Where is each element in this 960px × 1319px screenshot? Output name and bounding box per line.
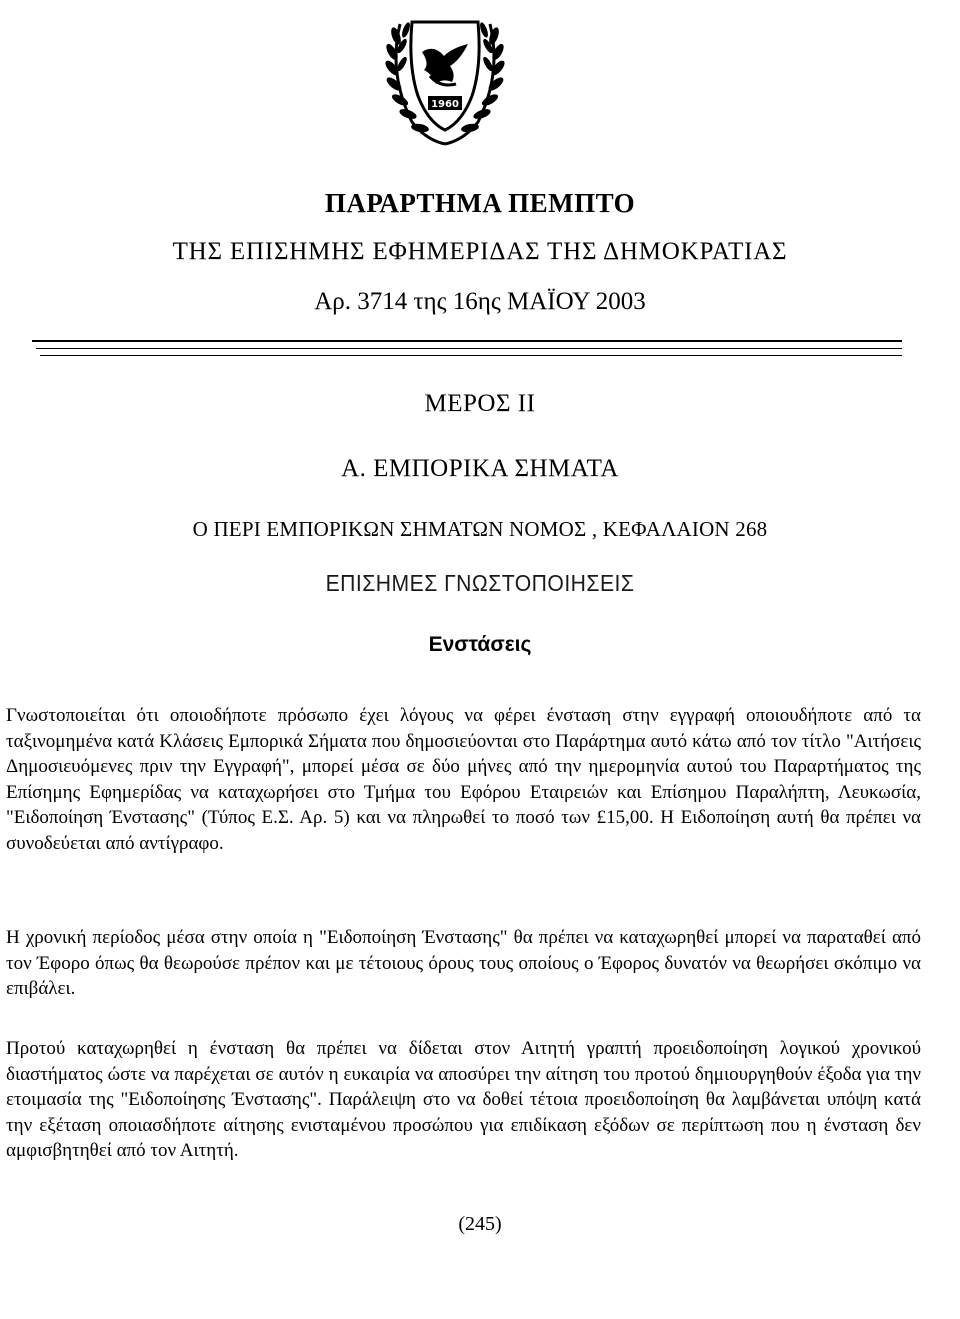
header-divider: [32, 340, 902, 342]
page-number: (245): [458, 1213, 502, 1235]
paragraph-time-extension: Η χρονική περίοδος μέσα στην οποία η "Ειδοποίηση Ένστασης" θα πρέπει να καταχωρηθεί μπορεί να παραταθεί από τον Έφορο όπως θα θεωρούσε πρέπον και με τέτοιους όρους τους οποίους ο Έφορος δυνατόν να θεωρήσει σκόπιμο να επιβάλει.: [6, 927, 921, 1000]
issue-number-date: Αρ. 3714 της 16ης ΜΑΪΟΥ 2003: [314, 288, 646, 315]
header-divider: [40, 355, 902, 356]
section-heading: Α. ΕΜΠΟΡΙΚΑ ΣΗΜΑΤΑ: [341, 455, 619, 482]
paragraph-prior-warning: Προτού καταχωρηθεί η ένσταση θα πρέπει να δίδεται στον Αιτητή γραπτή προειδοποίηση λογικού χρονικού διαστήματος ώστε να παρέχεται σε αυτόν η ευκαιρία να αποσύρει την αίτηση του προτού δημιουργηθούν έξοδα για την ετοιμασία της "Ειδοποίησης Ένστασης". Παράλειψη στο να δοθεί τέτοια προειδοποίηση θα λαμβάνεται υπόψη κατά την εξέταση οποιασδήποτε αίτησης ενισταμένου προσώπου για επιδίκαση εξόδων σε περίπτωση που η ένσταση δεν αμφισβητηθεί από τον Αιτητή.: [6, 1038, 921, 1162]
law-heading: Ο ΠΕΡΙ ΕΜΠΟΡΙΚΩΝ ΣΗΜΑΤΩΝ ΝΟΜΟΣ , ΚΕΦΑΛΑΙΟΝ 268: [192, 517, 768, 541]
header-divider: [36, 348, 902, 349]
objections-heading: Ενστάσεις: [428, 633, 532, 656]
svg-text:1960: 1960: [431, 99, 459, 110]
annex-title: ΠΑΡΑΡΤΗΜΑ ΠΕΜΠΤΟ: [324, 188, 636, 218]
paragraph-objection-notice: Γνωστοποιείται ότι οποιοδήποτε πρόσωπο έχει λόγους να φέρει ένσταση στην εγγραφή οποιουδήποτε από τα ταξινομημένα κατά Κλάσεις Εμπορικά Σήματα που δημοσιεύονται στο Παράρτημα αυτό κάτω από τον τίτλο "Αιτήσεις Δημοσιευόμενες πριν την Εγγραφή", μπορεί μέσα σε δύο μήνες από την ημερομηνία αυτού του Παραρτήματος της Επίσημης Εφημερίδας να καταχωρήσει στο Τμήμα του Εφόρου Εταιρειών και Επίσημου Παραλήπτη, Λευκωσία, "Ειδοποίηση Ένστασης" (Τύπος Ε.Σ. Αρ. 5) και να πληρωθεί το ποσό των £15,00. Η Ειδοποίηση αυτή θα πρέπει να συνοδεύεται από αντίγραφο.: [6, 705, 921, 854]
official-notices-heading: ΕΠΙΣΗΜΕΣ ΓΝΩΣΤΟΠΟΙΗΣΕΙΣ: [325, 570, 635, 596]
cyprus-coat-of-arms-icon: [360, 4, 530, 154]
gazette-title: ΤΗΣ ΕΠΙΣΗΜΗΣ ΕΦΗΜΕΡΙΔΑΣ ΤΗΣ ΔΗΜΟΚΡΑΤΙΑΣ: [172, 238, 788, 265]
part-heading: ΜΕΡΟΣ ΙΙ: [424, 390, 536, 417]
